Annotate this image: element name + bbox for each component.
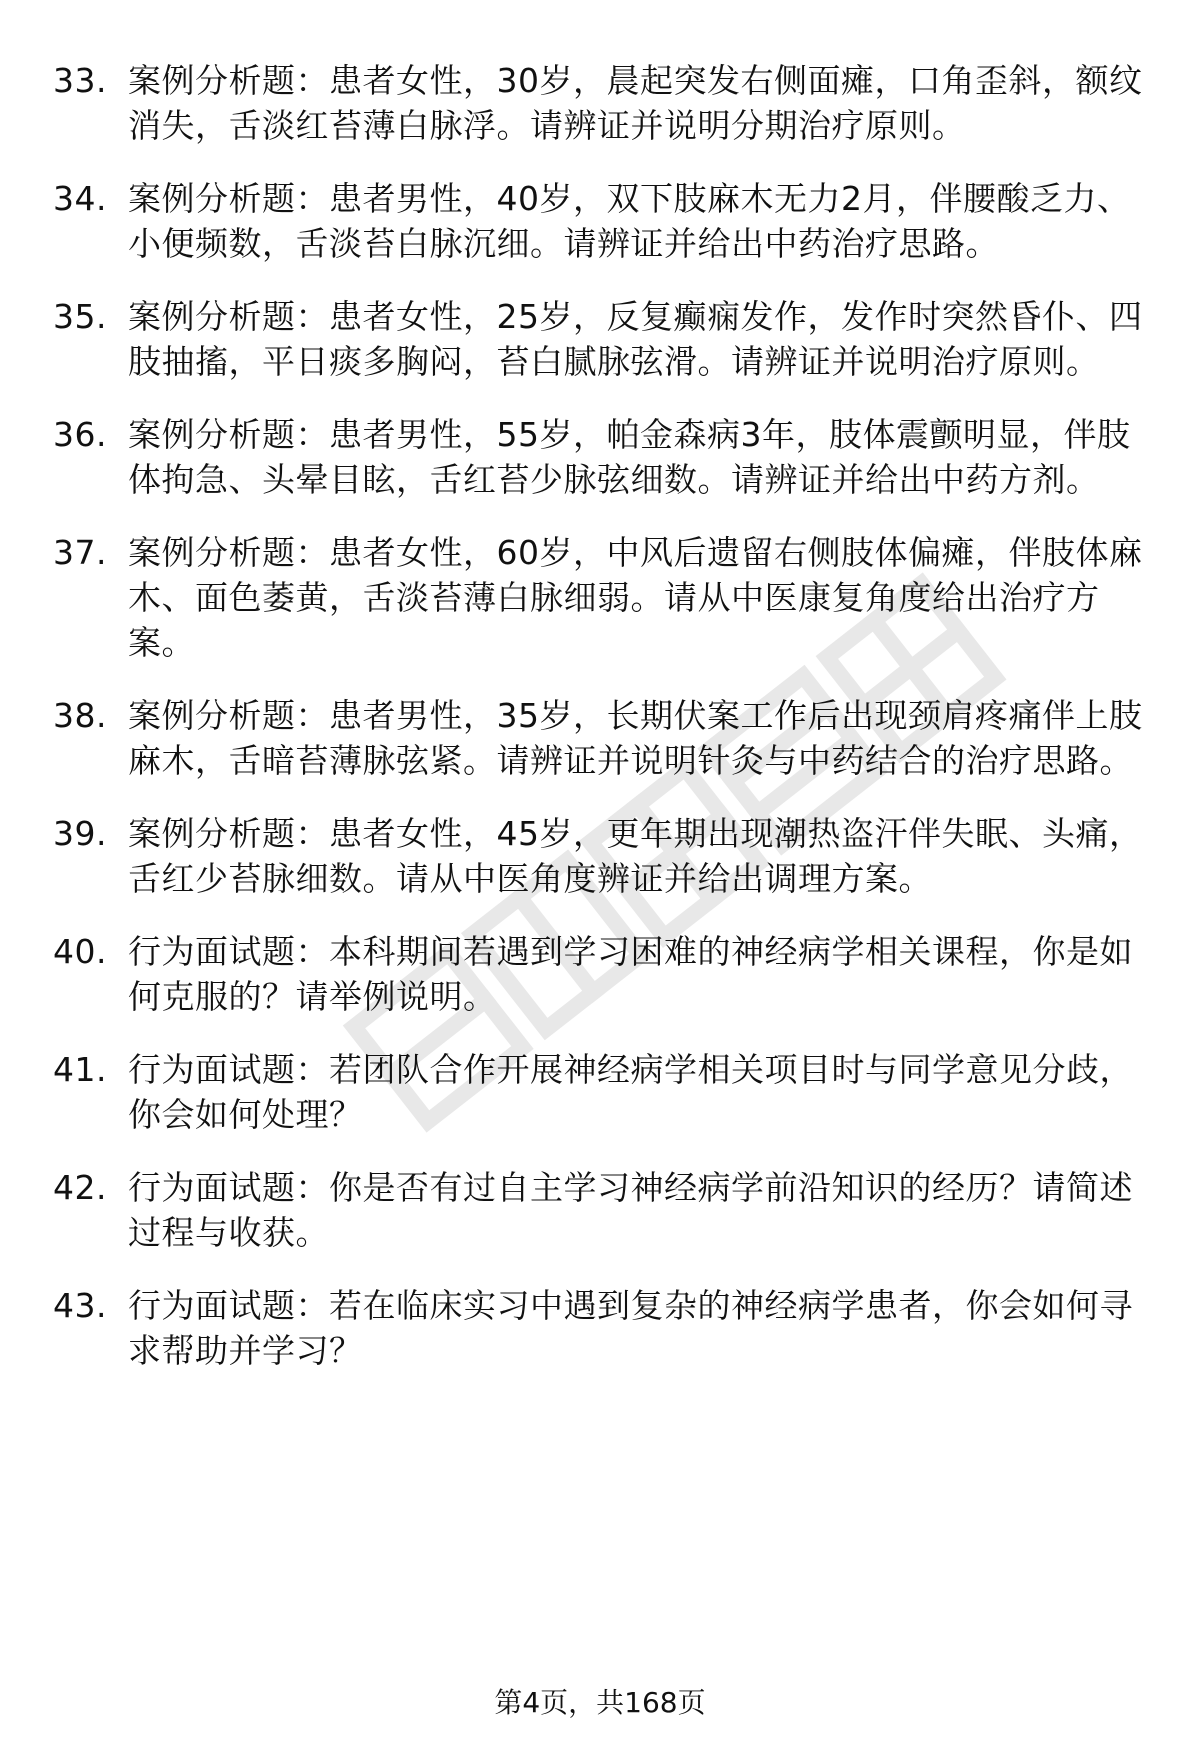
question-text: 案例分析题：患者女性，60岁，中风后遗留右侧肢体偏瘫，伴肢体麻木、面色萎黄，舌淡苔薄白脉细弱。请从中医康复角度给出治疗方案。: [128, 533, 1143, 662]
question-number: 40.: [53, 932, 107, 971]
question-number: 39.: [53, 814, 107, 853]
question-list: [0, 58, 1200, 1401]
question-text: 案例分析题：患者女性，25岁，反复癫痫发作，发作时突然昏仆、四肢抽搐，平日痰多胸闷，苔白腻脉弦滑。请辨证并说明治疗原则。: [128, 297, 1143, 381]
question-text: 案例分析题：患者男性，40岁，双下肢麻木无力2月，伴腰酸乏力、小便频数，舌淡苔白脉沉细。请辨证并给出中药治疗思路。: [128, 179, 1131, 263]
question-number: 41.: [53, 1050, 107, 1089]
page-number-footer: 第4页，共168页: [494, 1686, 706, 1719]
list-item: [0, 693, 1200, 783]
question-number: 38.: [53, 696, 107, 735]
list-item: [0, 530, 1200, 665]
list-item: [0, 1165, 1200, 1255]
list-item: [0, 811, 1200, 901]
question-text: 行为面试题：你是否有过自主学习神经病学前沿知识的经历？请简述过程与收获。: [128, 1168, 1133, 1252]
question-number: 33.: [53, 61, 107, 100]
list-item: [0, 58, 1200, 148]
list-item: [0, 412, 1200, 502]
question-number: 36.: [53, 415, 107, 454]
list-item: [0, 929, 1200, 1019]
question-text: 案例分析题：患者女性，45岁，更年期出现潮热盗汗伴失眠、头痛，舌红少苔脉细数。请从中医角度辨证并给出调理方案。: [128, 814, 1143, 898]
question-text: 行为面试题：若团队合作开展神经病学相关项目时与同学意见分歧，你会如何处理？: [128, 1050, 1133, 1134]
list-item: [0, 176, 1200, 266]
list-item: [0, 1283, 1200, 1373]
question-text: 案例分析题：患者男性，55岁，帕金森病3年，肢体震颤明显，伴肢体拘急、头晕目眩，舌红苔少脉弦细数。请辨证并给出中药方剂。: [128, 415, 1131, 499]
list-item: [0, 294, 1200, 384]
question-number: 34.: [53, 179, 107, 218]
question-text: 行为面试题：本科期间若遇到学习困难的神经病学相关课程，你是如何克服的？请举例说明。: [128, 932, 1133, 1016]
question-text: 行为面试题：若在临床实习中遇到复杂的神经病学患者，你会如何寻求帮助并学习？: [128, 1286, 1133, 1370]
question-number: 35.: [53, 297, 107, 336]
question-number: 37.: [53, 533, 107, 572]
question-text: 案例分析题：患者男性，35岁，长期伏案工作后出现颈肩疼痛伴上肢麻木，舌暗苔薄脉弦紧。请辨证并说明针灸与中药结合的治疗思路。: [128, 696, 1143, 780]
question-number: 42.: [53, 1168, 107, 1207]
question-number: 43.: [53, 1286, 107, 1325]
list-item: [0, 1047, 1200, 1137]
question-text: 案例分析题：患者女性，30岁，晨起突发右侧面瘫，口角歪斜，额纹消失，舌淡红苔薄白脉浮。请辨证并说明分期治疗原则。: [128, 61, 1143, 145]
